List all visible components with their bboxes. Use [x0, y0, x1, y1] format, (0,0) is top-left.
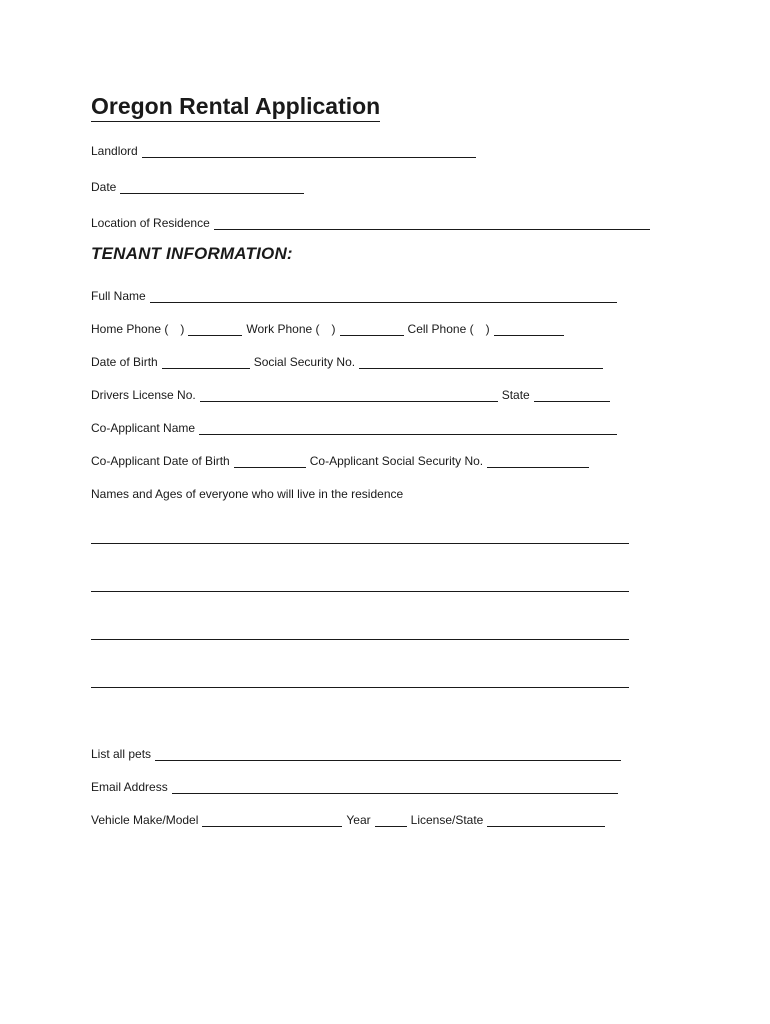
- full-name-label: Full Name: [91, 289, 146, 303]
- year-field[interactable]: [375, 814, 407, 827]
- pets-row: [91, 741, 625, 761]
- cell-phone-close: ): [485, 322, 490, 336]
- landlord-label: Landlord: [91, 144, 138, 158]
- vehicle-label: Vehicle Make/Model: [91, 813, 199, 827]
- date-label: Date: [91, 180, 117, 194]
- co-applicant-name-field[interactable]: [199, 422, 617, 435]
- location-label: Location of Residence: [91, 216, 210, 230]
- home-phone-label: Home Phone (: [91, 322, 169, 336]
- state-field[interactable]: [534, 389, 610, 402]
- pets-field[interactable]: [155, 748, 621, 761]
- dob-label: Date of Birth: [91, 355, 158, 369]
- email-label: Email Address: [91, 780, 168, 794]
- page-title: Oregon Rental Application: [91, 91, 380, 122]
- home-phone-close: ): [180, 322, 185, 336]
- home-phone-field[interactable]: [188, 323, 242, 336]
- cell-phone-label: Cell Phone (: [407, 322, 474, 336]
- year-label: Year: [346, 813, 371, 827]
- vehicle-row: [91, 807, 609, 827]
- email-field[interactable]: [172, 781, 618, 794]
- occupants-line-2[interactable]: [91, 591, 629, 592]
- drivers-license-field[interactable]: [200, 389, 498, 402]
- dob-field[interactable]: [162, 356, 250, 369]
- co-applicant-name-row: [91, 415, 621, 435]
- landlord-row: [91, 138, 480, 158]
- ssn-field[interactable]: [359, 356, 603, 369]
- work-phone-close: ): [331, 322, 336, 336]
- location-row: [91, 210, 654, 230]
- work-phone-field[interactable]: [340, 323, 404, 336]
- co-applicant-ssn-label: Co-Applicant Social Security No.: [309, 454, 484, 468]
- cell-phone-field[interactable]: [494, 323, 564, 336]
- co-applicant-dob-label: Co-Applicant Date of Birth: [91, 454, 230, 468]
- occupants-line-1[interactable]: [91, 543, 629, 544]
- landlord-field[interactable]: [142, 145, 476, 158]
- co-applicant-dob-field[interactable]: [234, 455, 306, 468]
- pets-label: List all pets: [91, 747, 152, 761]
- phone-row: [91, 316, 568, 336]
- vehicle-field[interactable]: [202, 814, 342, 827]
- date-field[interactable]: [120, 181, 304, 194]
- co-applicant-dob-row: [91, 448, 593, 468]
- date-row: [91, 174, 308, 194]
- occupants-row: [91, 481, 403, 501]
- drivers-license-label: Drivers License No.: [91, 388, 196, 402]
- full-name-row: [91, 283, 621, 303]
- co-applicant-ssn-field[interactable]: [487, 455, 589, 468]
- work-phone-label: Work Phone (: [246, 322, 320, 336]
- occupants-label: Names and Ages of everyone who will live in the residence: [91, 487, 404, 501]
- license-state-label: License/State: [410, 813, 484, 827]
- state-label: State: [501, 388, 530, 402]
- occupants-line-4[interactable]: [91, 687, 629, 688]
- tenant-section-heading: TENANT INFORMATION:: [91, 244, 293, 263]
- occupants-line-3[interactable]: [91, 639, 629, 640]
- full-name-field[interactable]: [150, 290, 617, 303]
- license-state-field[interactable]: [487, 814, 605, 827]
- co-applicant-name-label: Co-Applicant Name: [91, 421, 196, 435]
- location-field[interactable]: [214, 217, 650, 230]
- drivers-license-row: [91, 382, 614, 402]
- ssn-label: Social Security No.: [253, 355, 356, 369]
- email-row: [91, 774, 622, 794]
- dob-ssn-row: [91, 349, 607, 369]
